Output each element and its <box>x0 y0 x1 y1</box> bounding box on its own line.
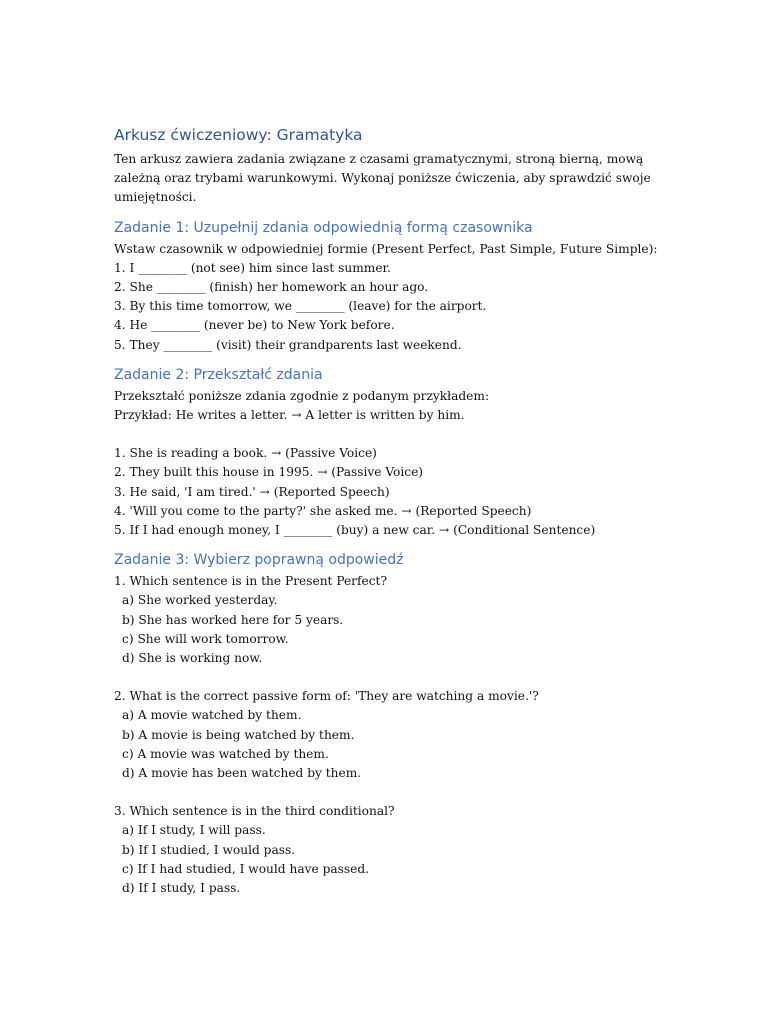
task3-question-3 <box>114 802 654 898</box>
option-d: d) If I study, I pass. <box>122 881 241 896</box>
question-text: 3. Which sentence is in the third conditional? <box>114 804 395 819</box>
option-d: d) She is working now. <box>122 651 263 666</box>
task3-question-2 <box>114 687 654 783</box>
option-a: a) A movie watched by them. <box>122 708 302 723</box>
spacer <box>114 668 654 687</box>
task1-item-4: 4. He ________ (never be) to New York before. <box>114 318 395 333</box>
task1-item-2: 2. She ________ (finish) her homework an hour ago. <box>114 280 429 295</box>
task1-item-1: 1. I ________ (not see) him since last summer. <box>114 260 391 275</box>
task3-heading: Zadanie 3: Wybierz poprawną odpowiedź <box>114 552 404 569</box>
task1-item-5: 5. They ________ (visit) their grandparents last weekend. <box>114 337 462 352</box>
task1-heading: Zadanie 1: Uzupełnij zdania odpowiednią formą czasownika <box>114 219 533 236</box>
document-page <box>114 124 658 898</box>
task2-item-5: 5. If I had enough money, I ________ (buy) a new car. → (Conditional Sentence) <box>114 523 596 538</box>
option-b: b) A movie is being watched by them. <box>122 727 355 742</box>
option-a: a) She worked yesterday. <box>122 593 278 608</box>
task2-item-3: 3. He said, 'I am tired.' → (Reported Speech) <box>114 484 390 499</box>
question-text: 2. What is the correct passive form of: 'They are watching a movie.'? <box>114 689 539 704</box>
spacer <box>114 425 654 444</box>
option-c: c) If I had studied, I would have passed. <box>122 861 370 876</box>
option-d: d) A movie has been watched by them. <box>122 766 362 781</box>
task1-instruction: Wstaw czasownik w odpowiedniej formie (Present Perfect, Past Simple, Future Simple): <box>114 241 658 256</box>
task2-heading: Zadanie 2: Przekształć zdania <box>114 366 323 383</box>
task1-item-3: 3. By this time tomorrow, we ________ (leave) for the airport. <box>114 299 487 314</box>
option-c: c) She will work tomorrow. <box>122 631 289 646</box>
task2-item-1: 1. She is reading a book. → (Passive Voice) <box>114 446 377 461</box>
task2-item-4: 4. 'Will you come to the party?' she asked me. → (Reported Speech) <box>114 503 532 518</box>
option-b: b) If I studied, I would pass. <box>122 842 296 857</box>
spacer <box>114 783 654 802</box>
task2-example: Przykład: He writes a letter. → A letter is written by him. <box>114 408 465 423</box>
option-a: a) If I study, I will pass. <box>122 823 266 838</box>
task3-question-1 <box>114 572 654 668</box>
task2-item-2: 2. They built this house in 1995. → (Passive Voice) <box>114 465 424 480</box>
option-b: b) She has worked here for 5 years. <box>122 612 344 627</box>
document-title: Arkusz ćwiczeniowy: Gramatyka <box>114 126 363 144</box>
task2-instruction: Przekształć poniższe zdania zgodnie z podanym przykładem: <box>114 388 490 403</box>
question-text: 1. Which sentence is in the Present Perfect? <box>114 574 387 589</box>
intro-paragraph: Ten arkusz zawiera zadania związane z czasami gramatycznymi, stroną bierną, mową zależną oraz trybami warunkowymi. Wykonaj poniższe ćwiczenia, aby sprawdzić swoje umiejętności. <box>114 152 651 205</box>
option-c: c) A movie was watched by them. <box>122 746 329 761</box>
